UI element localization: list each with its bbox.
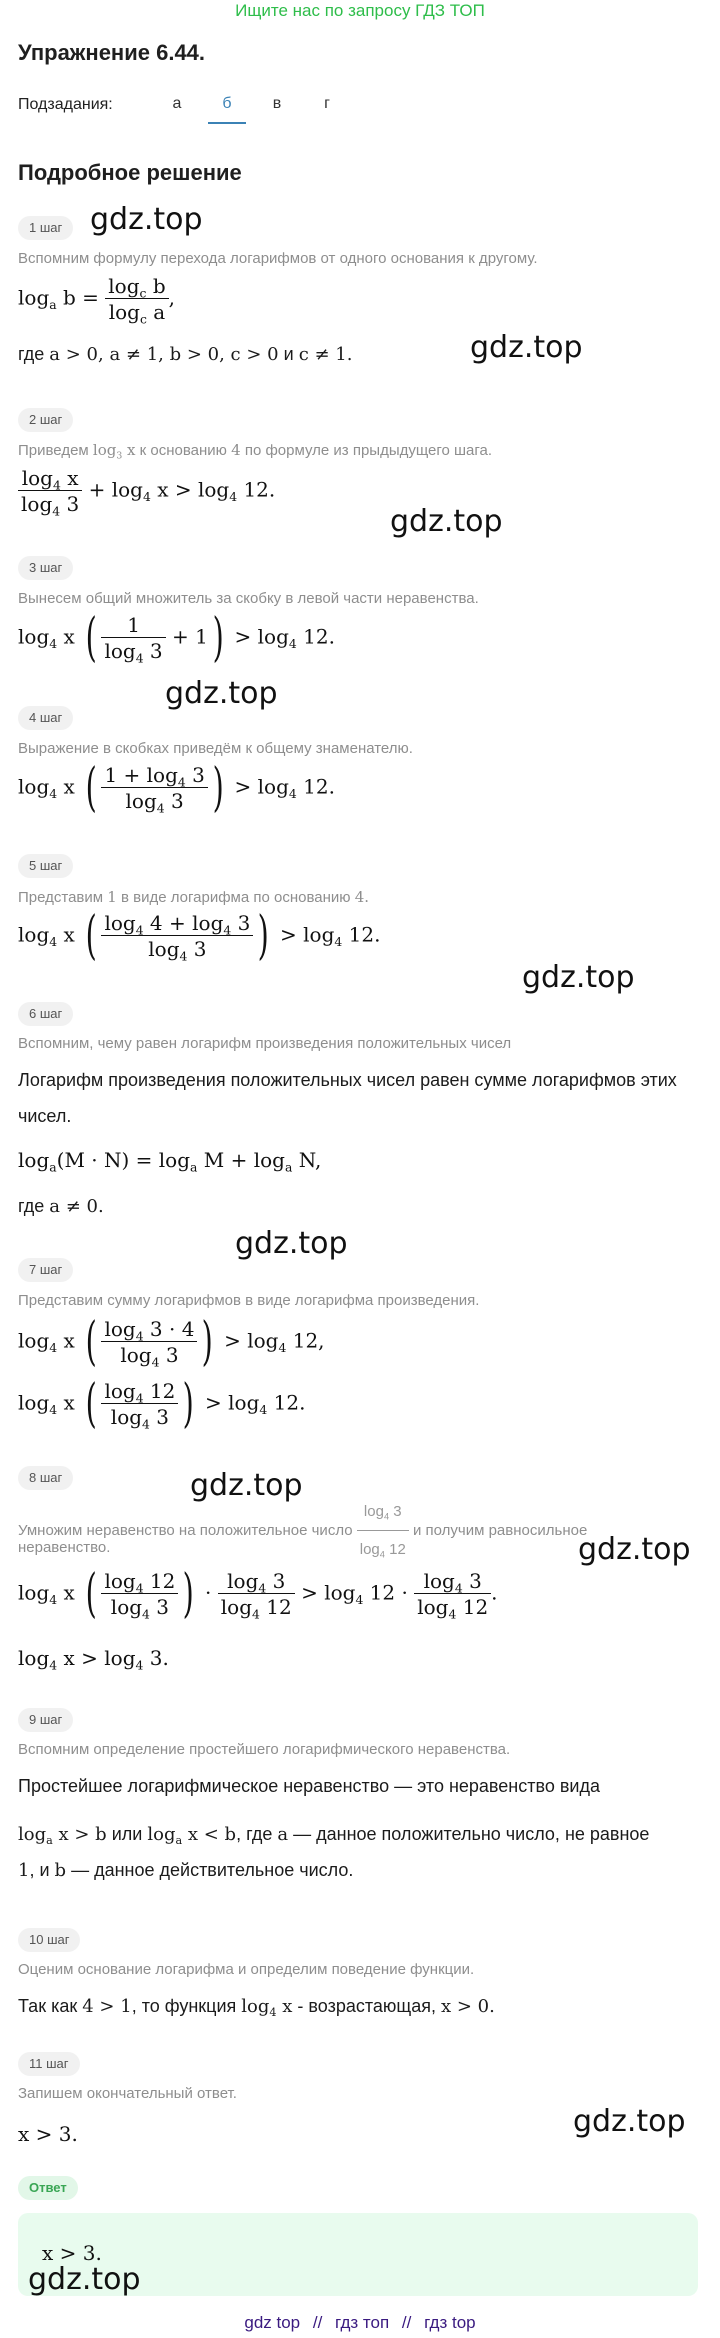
step-2-hint: Приведем $\log_3 x$ к основанию 4 по формуле из прыдыдущего шага. (18, 441, 493, 462)
step-8-hint-line2: неравенство. (18, 1539, 111, 1556)
hint-text: к основанию (139, 442, 227, 459)
step-1-formula: $\log_a b$ = $\frac{\log_c b}{\log_c a}$ , (18, 274, 176, 327)
section-title: Подробное решение (18, 160, 242, 185)
page-title: Упражнение 6.44. (18, 40, 206, 65)
step-7-formula-1: $\log_4 x$ ( $\frac{\log_4 3 \cdot 4}{\log_4 3}$ ) > $\log_4 12$, (18, 1312, 325, 1372)
a-description: — данное положительно число, не равное (293, 1824, 650, 1844)
step-8-formula-2: $\log_4 x > \log_4 3$. (18, 1646, 169, 1673)
step-6-formula: $\log_a(M \cdot N) = \log_a M + \log_a N$, (18, 1148, 322, 1175)
step-4-badge: 4 шаг (18, 706, 73, 730)
step-11-formula: x > 3. (18, 2122, 78, 2146)
step-6-badge: 6 шаг (18, 1002, 73, 1026)
step-7-formula-2: $\log_4 x$ ( $\frac{\log_4 12}{\log_4 3}$ ) > $\log_4 12$. (18, 1374, 306, 1434)
hint-fraction: $\frac{\log_4 3}{\log_4 12}$ (357, 1496, 409, 1566)
watermark: gdz.top (28, 2262, 141, 2297)
watermark: gdz.top (90, 202, 203, 237)
step-5-badge: 5 шаг (18, 854, 73, 878)
hint-text: по формуле из прыдыдущего шага. (244, 442, 493, 459)
watermark: gdz.top (522, 960, 635, 995)
watermark: gdz.top (470, 330, 583, 365)
text-part: - возрастающая, (297, 1996, 436, 2016)
step-9-hint: Вспомним определение простейшего логарифмического неравенства. (18, 1741, 511, 1758)
footer-separator: // (401, 2313, 412, 2332)
step-2-formula: $\frac{\log_4 x}{\log_4 3}$ + $\log_4 x > \log_4 12$. (18, 468, 275, 514)
watermark: gdz.top (235, 1226, 348, 1261)
footer-link[interactable]: гдз топ (335, 2313, 390, 2332)
step-11-hint: Запишем окончательный ответ. (18, 2085, 237, 2102)
step-6-hint: Вспомним, чему равен логарифм произведения положительных чисел (18, 1035, 512, 1052)
footer-separator: // (312, 2313, 323, 2332)
text-part: , то функция (131, 1996, 237, 2016)
tab-a[interactable]: а (172, 95, 182, 112)
footer-link[interactable]: gdz top (244, 2313, 301, 2332)
step-10-text: Так как 4 > 1, то функция $\log_4 x$ - возрастающая, x > 0. (18, 1996, 495, 2019)
word-and: , и (29, 1860, 50, 1880)
answer-formula: x > 3. (42, 2241, 102, 2265)
watermark: gdz.top (390, 504, 503, 539)
step-5-formula: $\log_4 x$ ( $\frac{\log_4 4 + \log_4 3}{\log_4 3}$ ) > $\log_4 12$. (18, 906, 381, 966)
condition-prefix: где (18, 1196, 45, 1216)
watermark: gdz.top (190, 1468, 303, 1503)
step-7-hint: Представим сумму логарифмов в виде логарифма произведения. (18, 1292, 480, 1309)
answer-badge: Ответ (18, 2176, 78, 2200)
tab-v[interactable]: в (272, 95, 282, 112)
step-8-badge: 8 шаг (18, 1466, 73, 1490)
step-6-condition: где a ≠ 0. (18, 1196, 104, 1217)
word-or: или (111, 1824, 143, 1844)
step-8-formula-1: $\log_4 x$ ( $\frac{\log_4 12}{\log_4 3}$ ) · $\frac{\log_4 3}{\log_4 12}$ > $\log_4 12$ · $\frac{\log_4 3}{\log_4 12}$ . (18, 1564, 498, 1624)
condition-prefix: где (18, 344, 45, 364)
step-7-badge: 7 шаг (18, 1258, 73, 1282)
step-1-hint: Вспомним формулу перехода логарифмов от одного основания к другому. (18, 250, 538, 267)
b-description: — данное действительное число. (71, 1860, 354, 1880)
text-part: Так как (18, 1996, 78, 2016)
watermark: gdz.top (165, 676, 278, 711)
condition-and: и (283, 344, 294, 364)
step-5-hint: Представим 1 в виде логарифма по основанию 4. (18, 888, 370, 906)
step-9-badge: 9 шаг (18, 1708, 73, 1732)
hint-text: Представим (18, 889, 104, 906)
step-1-badge: 1 шаг (18, 216, 73, 240)
step-6-text-line1: Логарифм произведения положительных чисел равен сумме логарифмов этих (18, 1070, 677, 1090)
hint-text: Приведем (18, 442, 89, 459)
tab-g[interactable]: г (324, 95, 330, 112)
step-9-definition-line1: $\log_a x > b$ или $\log_a x < b$, где a — данное положительно число, не равное (18, 1824, 650, 1847)
subtasks-label: Подзадания: (18, 96, 113, 113)
step-2-badge: 2 шаг (18, 408, 73, 432)
watermark: gdz.top (578, 1532, 691, 1567)
hint-text: и получим равносильное (412, 1521, 588, 1539)
step-4-formula: $\log_4 x$ ( $\frac{1 + \log_4 3}{\log_4 3}$ ) > $\log_4 12$. (18, 758, 335, 818)
step-1-condition: где a > 0, a ≠ 1, b > 0, c > 0 и c ≠ 1. (18, 344, 353, 365)
subtasks-bar (18, 92, 358, 136)
top-banner[interactable]: Ищите нас по запросу ГДЗ ТОП (235, 1, 485, 20)
watermark: gdz.top (573, 2104, 686, 2139)
step-3-badge: 3 шаг (18, 556, 73, 580)
hint-text: Умножим неравенство на положительное число (18, 1521, 353, 1539)
step-10-badge: 10 шаг (18, 1928, 80, 1952)
step-11-badge: 11 шаг (18, 2052, 80, 2076)
step-9-text: Простейшее логарифмическое неравенство — это неравенство вида (18, 1776, 600, 1796)
step-3-formula: $\log_4 x$ ( $\frac{1}{\log_4 3}$ + $1) > \log_4 12$. (18, 608, 335, 668)
tab-b[interactable]: б (208, 92, 246, 124)
step-3-hint: Вынесем общий множитель за скобку в левой части неравенства. (18, 590, 479, 607)
step-4-hint: Выражение в скобках приведём к общему знаменателю. (18, 740, 413, 757)
step-6-text-line2: чисел. (18, 1106, 72, 1126)
word-where: , где (236, 1824, 273, 1844)
step-10-hint: Оценим основание логарифма и определим поведение функции. (18, 1961, 475, 1978)
hint-text: в виде логарифма по основанию (120, 889, 351, 906)
footer (0, 2313, 720, 2333)
step-9-definition-line2: 1, и b — данное действительное число. (18, 1860, 354, 1881)
footer-link[interactable]: гдз top (424, 2313, 476, 2332)
